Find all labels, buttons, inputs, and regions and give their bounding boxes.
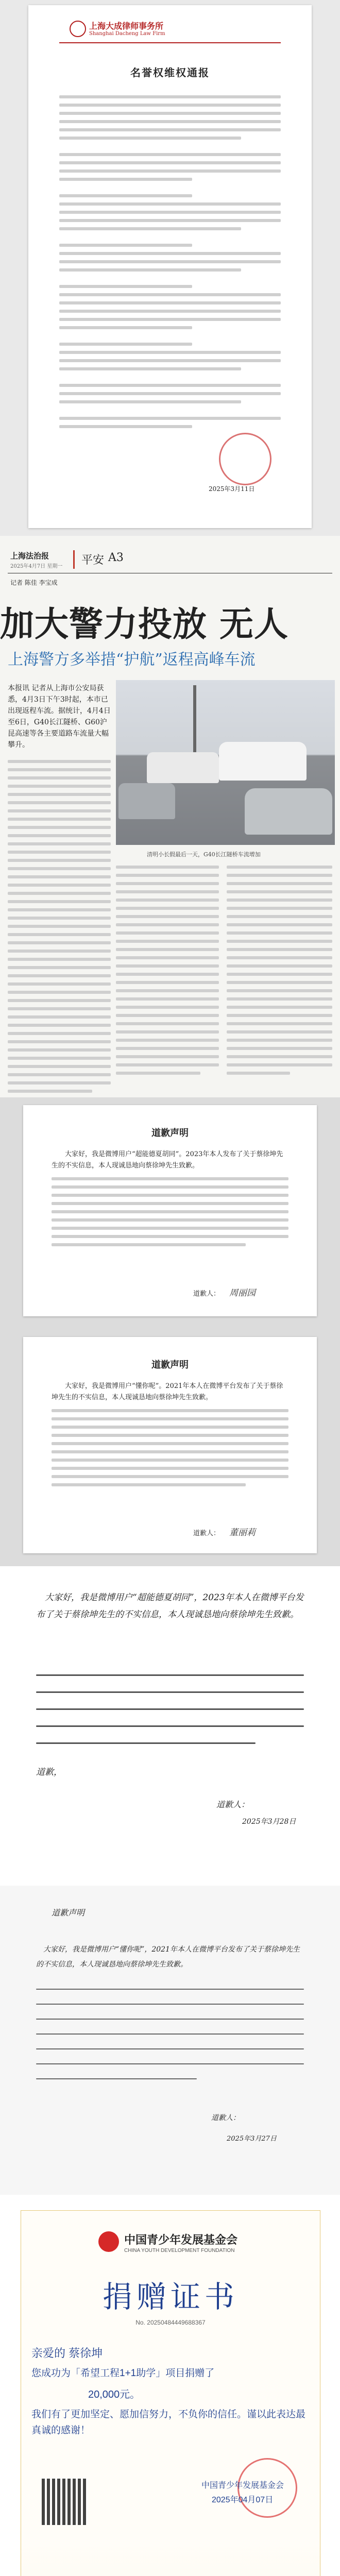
reporters: 记者 陈佳 李宝成	[10, 579, 58, 586]
apology-handwritten-1-section	[0, 1566, 340, 1886]
apology-2-title: 道歉声明	[151, 1360, 189, 1370]
apology-3-body: 大家好，我是微博用户“超能德夏胡同”，2023年本人在微博平台发布了关于蔡徐坤先生的不实信息，本人现诚恳地向蔡徐坤先生致歉。	[36, 1592, 304, 1620]
news-photo	[116, 680, 335, 845]
apology-typed-1-section	[0, 1097, 340, 1329]
paper-name: 上海法治报	[10, 551, 49, 561]
apology-4-body: 大家好，我是微博用户“懂你呢”，2021年本人在微博平台发布了关于蔡徐坤先生的不实信息，本人现诚恳地向蔡徐坤先生致歉。	[36, 1945, 300, 1969]
apology-4-handwriting	[36, 1989, 304, 2093]
firm-name-en: Shanghai Dacheng Law Firm	[89, 31, 165, 37]
apology-1-body: 大家好，我是微博用户“超能德夏胡同”。2023年本人发布了关于蔡徐坤先生的不实信息，本人现诚恳地向蔡徐坤先生致歉。	[52, 1150, 283, 1170]
header-rule	[59, 42, 281, 43]
article-column-right	[227, 866, 332, 1080]
firm-logo	[70, 21, 86, 37]
apology-4-signer: 道歉人：	[211, 2114, 240, 2122]
headline: 加大警力投放 无人	[0, 604, 288, 644]
org-name-en: CHINA YOUTH DEVELOPMENT FOUNDATION	[124, 2248, 235, 2253]
photo-caption: 清明小长假最后一天，G40长江隧桥车流增加	[147, 851, 261, 858]
notice-date: 2025年3月11日	[209, 485, 255, 493]
apology-2-signer: 道歉人：	[193, 1530, 220, 1537]
apology-1-signer: 道歉人：	[193, 1290, 220, 1298]
notice-document	[28, 5, 312, 528]
qr-code	[42, 2479, 88, 2525]
foundation-logo	[98, 2231, 119, 2252]
article-column-left	[8, 760, 111, 1097]
certificate-frame	[21, 2210, 320, 2576]
footer-org: 中国青少年发展基金会	[201, 2481, 284, 2490]
paper-date: 2025年4月7日 星期一	[10, 564, 63, 569]
apology-handwritten-2-section	[0, 1886, 340, 2195]
law-firm-notice-section	[0, 0, 340, 536]
apology-2-body: 大家好，我是微博用户“懂你呢”。2021年本人在微博平台发布了关于蔡徐坤先生的不实信息，本人现诚恳地向蔡徐坤先生致歉。	[52, 1382, 283, 1401]
org-name: 中国青少年发展基金会	[124, 2233, 238, 2246]
footer-date: 2025年04月07日	[212, 2496, 274, 2504]
apology-3-date: 2025年3月28日	[242, 1818, 296, 1826]
apology-4-date: 2025年3月27日	[227, 2135, 277, 2143]
apology-3-handwriting	[36, 1674, 304, 1759]
certificate-decor	[21, 2540, 320, 2576]
article-column-mid	[116, 866, 219, 1080]
apology-3-signer: 道歉人：	[216, 1800, 250, 1809]
apology-typed-2	[23, 1337, 317, 1553]
lead-paragraph: 本报讯 记者从上海市公安局获悉，4月3日下午3时起，本市已出现返程车流。据统计，4月4日至6日，G40长江隧桥、G60沪昆高速等各主要道路车流量大幅攀升。	[8, 684, 111, 749]
certificate-thanks: 我们有了更加坚定、愿加信努力，不负你的信任。谨以此表达最真诚的感谢！	[31, 2409, 306, 2436]
apology-2-signature: 董丽莉	[229, 1528, 256, 1538]
firm-name: 上海大成律师事务所	[89, 21, 164, 31]
apology-1-signature: 周丽园	[229, 1288, 256, 1298]
page-number: A3	[108, 551, 124, 564]
apology-3-end: 道歉，	[36, 1767, 62, 1777]
apology-typed-1	[23, 1105, 317, 1316]
notice-title: 名誉权维权通报	[130, 66, 210, 79]
apology-1-title: 道歉声明	[151, 1128, 189, 1139]
certificate-number: No. 20250484449688367	[135, 2319, 206, 2326]
firm-seal	[219, 433, 271, 485]
apology-1-body-cont	[52, 1177, 288, 1251]
certificate-amount: 20,000元。	[88, 2389, 141, 2400]
newspaper-section	[0, 536, 340, 1097]
subheadline: 上海警方多举措“护航”返程高峰车流	[8, 651, 256, 669]
apology-4-title: 道歉声明	[52, 1908, 85, 1918]
apology-2-body-cont	[52, 1409, 288, 1492]
certificate-greeting: 亲爱的 蔡徐坤	[31, 2347, 103, 2360]
certificate-title: 捐赠证书	[102, 2279, 239, 2314]
certificate-line-1: 您成功为「希望工程1+1助学」项目捐赠了	[31, 2368, 215, 2379]
apology-typed-2-section	[0, 1329, 340, 1566]
section-name: 平安	[81, 554, 105, 567]
notice-body	[59, 95, 281, 433]
section-bar	[73, 550, 75, 569]
donation-certificate-section	[0, 2195, 340, 2576]
